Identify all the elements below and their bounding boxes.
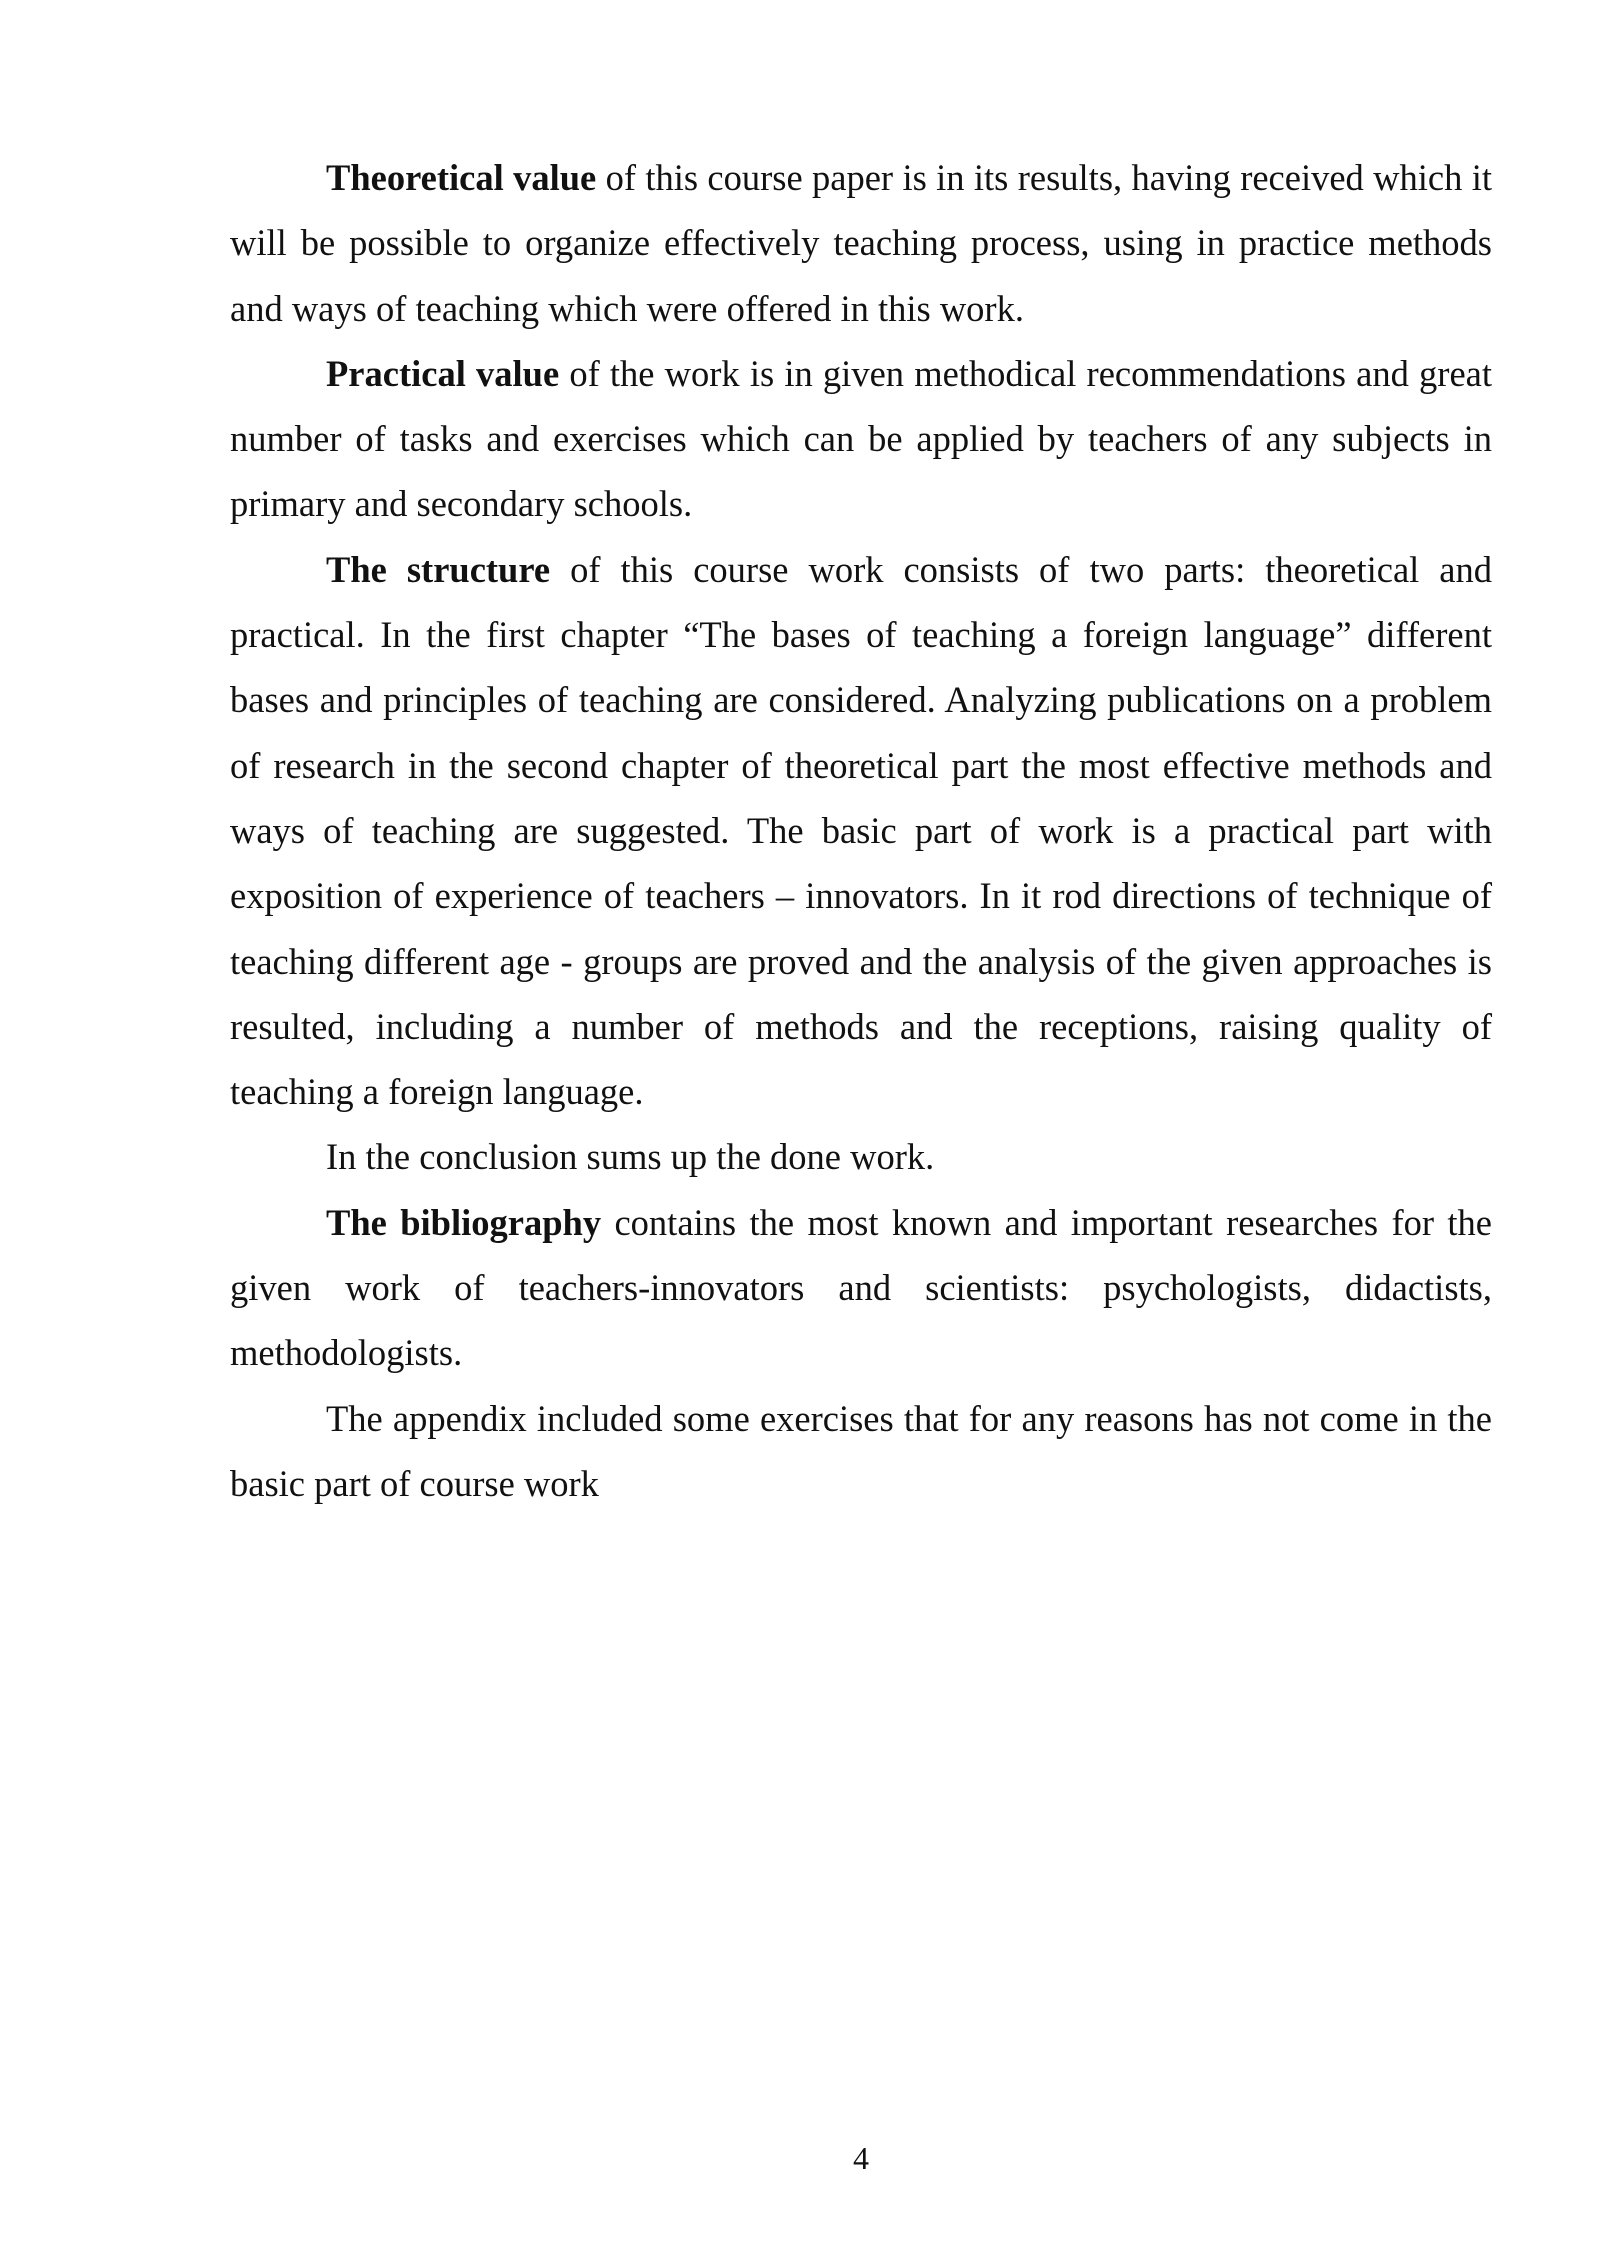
paragraph-bibliography: [230, 1190, 1492, 1386]
paragraph-text: The appendix included some exercises that for any reasons has not come in the basic part of course work: [230, 1397, 1492, 1504]
page-number: 4: [853, 2140, 869, 2176]
paragraph-lead: Practical value: [326, 352, 560, 394]
document-body: [230, 145, 1492, 1516]
paragraph-lead: The structure: [326, 548, 551, 590]
paragraph-text: of this course paper is in its results, having received which it will be possible to organize effectively teaching process, using in practice methods and ways of teaching which were offered in this work.: [230, 157, 1492, 329]
paragraph-lead: Theoretical value: [326, 157, 597, 198]
paragraph-appendix: [230, 1386, 1492, 1517]
paragraph-structure: [230, 537, 1492, 1125]
paragraph-conclusion: [230, 1124, 1492, 1189]
paragraph-text: In the conclusion sums up the done work.: [326, 1136, 935, 1178]
paragraph-lead: The bibliography: [326, 1201, 602, 1243]
paragraph-text: of the work is in given methodical recommendations and great number of tasks and exercises which can be applied by teachers of any subjects in primary and secondary schools.: [230, 352, 1492, 525]
paragraph-practical-value: [230, 341, 1492, 537]
paragraph-text: of this course work consists of two parts: theoretical and practical. In the first chapter “The bases of teaching a foreign language” different bases and principles of teaching are considered. Analyzing publications on a problem of research in the second chapter of theoretical part the most effective methods and ways of teaching are suggested. The basic part of work is a practical part with exposition of experience of teachers – innovators. In it rod directions of technique of teaching different age - groups are proved and the analysis of the given approaches is resulted, including a number of methods and the receptions, raising quality of teaching a foreign language.: [230, 548, 1492, 1113]
paragraph-text: contains the most known and important researches for the given work of teachers-innovators and scientists: psychologists, didactists, methodologists.: [230, 1201, 1492, 1374]
paragraph-theoretical-value: [230, 145, 1492, 341]
